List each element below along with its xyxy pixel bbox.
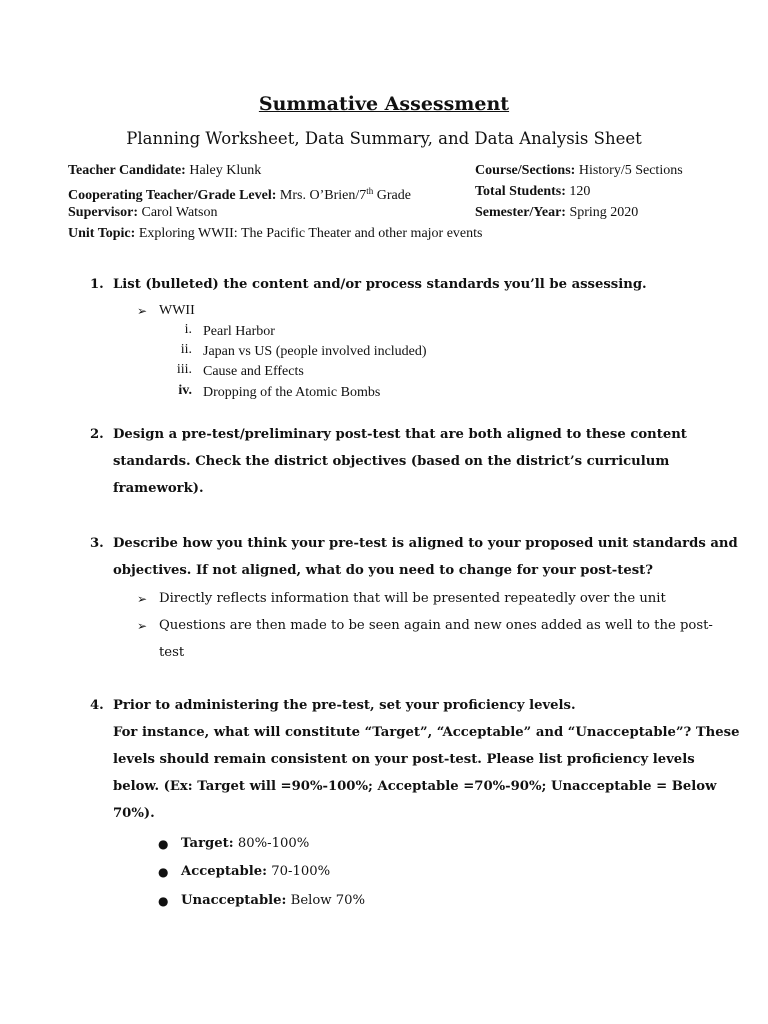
question-3-number: 3. — [90, 536, 104, 551]
bullet-dot-icon: ● — [158, 865, 169, 879]
bullet-dot-icon: ● — [158, 837, 169, 851]
arrow-bullet-icon: ➢ — [137, 592, 148, 606]
course-sections-value: History/5 Sections — [578, 163, 683, 178]
semester-year-label: Semester/Year: — [475, 205, 566, 220]
level-acceptable: Acceptable: 70-100% — [181, 864, 331, 879]
q1-item-2: Japan vs US (people involved included) — [203, 344, 427, 359]
q1-item-1-number: i. — [184, 322, 192, 337]
supervisor-label: Supervisor: — [68, 205, 138, 220]
q3-bullet-2: Questions are then made to be seen again and new ones added as well to the post- — [159, 618, 713, 633]
question-3-text: Describe how you think your pre-test is aligned to your proposed unit standards and objectives. If not aligned, what do you need to change for your post-test? — [113, 536, 738, 578]
arrow-bullet-icon: ➢ — [137, 619, 148, 633]
question-4-number: 4. — [90, 698, 104, 713]
question-1-number: 1. — [90, 277, 104, 292]
arrow-bullet-icon: ➢ — [137, 304, 148, 318]
cooperating-teacher-value: Mrs. O’Brien/7th Grade — [279, 186, 411, 203]
question-4-text: Prior to administering the pre-test, set your proficiency levels. For instance, what will constitute “Target”, “Acceptable” and “Unacceptable”? These levels should remain consistent on your post-test. Please list proficiency levels below. (Ex: Target will =90%-100%; Acceptable =70%-90%; Unacceptable = Below 70%). — [113, 698, 740, 821]
q1-bullet-wwii: WWII — [159, 303, 195, 318]
total-students-label: Total Students: — [475, 184, 566, 199]
teacher-candidate-value: Haley Klunk — [189, 163, 262, 178]
semester-year-value: Spring 2020 — [569, 205, 639, 220]
q1-item-4: Dropping of the Atomic Bombs — [203, 385, 381, 400]
supervisor-row — [68, 202, 218, 223]
level-target: Target: 80%-100% — [181, 836, 310, 851]
total-students-row — [475, 181, 590, 202]
unit-topic-label: Unit Topic: — [68, 226, 136, 241]
course-sections-row — [475, 160, 683, 181]
q1-item-3: Cause and Effects — [203, 364, 304, 379]
q3-bullet-2-continued: test — [159, 645, 185, 660]
unit-topic-value: Exploring WWII: The Pacific Theater and other major events — [138, 226, 483, 241]
q1-item-2-number: ii. — [180, 342, 192, 357]
q1-item-4-number: iv. — [178, 383, 192, 398]
supervisor-value: Carol Watson — [141, 205, 218, 220]
cooperating-teacher-label: Cooperating Teacher/Grade Level: — [68, 188, 277, 203]
question-2-text: Design a pre-test/preliminary post-test that are both aligned to these content standards. Check the district objectives (based on the district’s curriculum framework). — [113, 427, 687, 496]
bullet-dot-icon: ● — [158, 894, 169, 908]
q1-item-3-number: iii. — [176, 362, 192, 377]
teacher-candidate-row — [68, 160, 261, 181]
document-title: Summative Assessment — [258, 93, 510, 115]
q1-item-1: Pearl Harbor — [203, 324, 275, 339]
semester-year-row — [475, 202, 638, 223]
teacher-candidate-label: Teacher Candidate: — [68, 163, 186, 178]
question-1-text: List (bulleted) the content and/or process standards you’ll be assessing. — [113, 277, 647, 292]
level-unacceptable: Unacceptable: Below 70% — [181, 893, 366, 908]
unit-topic-row — [68, 223, 482, 244]
question-2-number: 2. — [90, 427, 104, 442]
total-students-value: 120 — [569, 184, 591, 199]
course-sections-label: Course/Sections: — [475, 163, 576, 178]
document-subtitle: Planning Worksheet, Data Summary, and Data Analysis Sheet — [126, 129, 642, 148]
q3-bullet-1: Directly reflects information that will be presented repeatedly over the unit — [159, 591, 666, 606]
